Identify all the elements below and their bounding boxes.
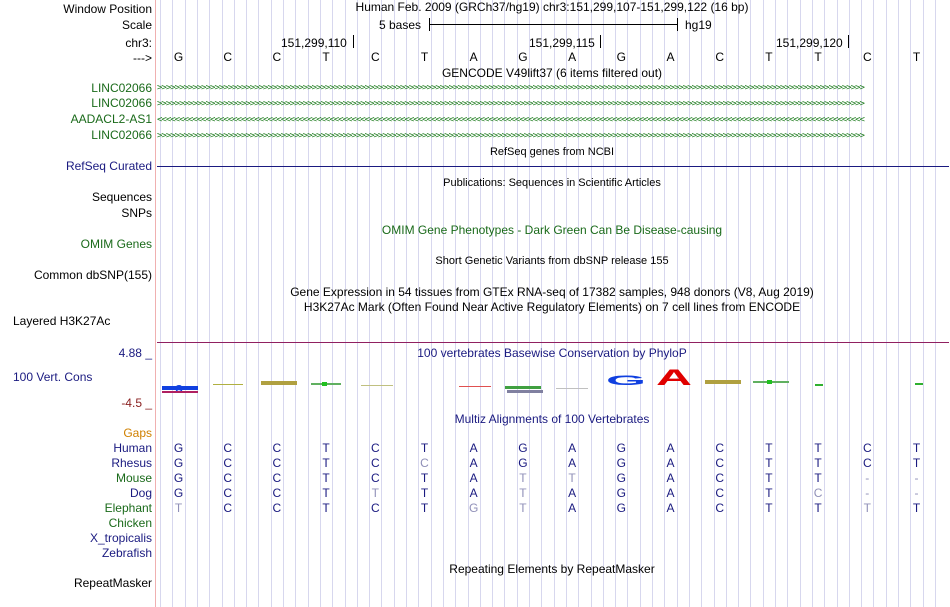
gaps-label: Gaps <box>123 426 152 440</box>
alignment-base-letter: A <box>568 501 577 515</box>
logo-bar-4b <box>322 382 327 386</box>
alignment-base-letter: - <box>914 486 919 500</box>
alignment-base-letter: C <box>272 501 282 515</box>
alignment-base-letter: G <box>173 456 184 470</box>
alignment-base-letter: C <box>370 471 380 485</box>
h3k27ac-label[interactable]: Layered H3K27Ac <box>13 314 111 328</box>
alignment-base-letter: G <box>173 486 184 500</box>
logo-bar-6 <box>459 386 491 387</box>
alignment-base-letter: T <box>420 471 429 485</box>
alignment-base-letter: T <box>765 501 773 515</box>
species-label-human[interactable]: Human <box>113 441 152 455</box>
alignment-base-letter: C <box>223 471 233 485</box>
logo-bar-3 <box>261 381 297 385</box>
alignment-base-letter: C <box>272 441 282 455</box>
alignment-base-letter: T <box>765 456 773 470</box>
ruler-position-2: 151,299,115 <box>529 36 595 50</box>
alignment-base-letter: T <box>322 501 330 515</box>
alignment-base-letter: G <box>616 486 626 500</box>
scale-text: 5 bases <box>379 18 422 32</box>
species-label-dog[interactable]: Dog <box>129 486 152 500</box>
alignment-base-letter: C <box>715 501 725 515</box>
species-label-x_tropicalis[interactable]: X_tropicalis <box>89 531 152 545</box>
alignment-base-letter: - <box>865 471 870 485</box>
phylop-title: 100 vertebrates Basewise Conservation by PhyloP <box>417 346 687 360</box>
alignment-base-letter: C <box>715 441 725 455</box>
alignment-base-letter: C <box>862 456 872 470</box>
refseq-title: RefSeq genes from NCBI <box>489 146 615 158</box>
alignment-base-letter: C <box>420 456 429 470</box>
logo-bar-7 <box>505 386 541 389</box>
alignment-base-letter: T <box>519 486 527 500</box>
alignment-base-letter: - <box>914 471 919 485</box>
alignment-base-letter: T <box>912 441 921 455</box>
sequences-label[interactable]: Sequences <box>91 190 152 204</box>
species-label-chicken[interactable]: Chicken <box>108 516 152 530</box>
gene-track-3[interactable]: <<<<<<<<<<<<<<<<<<<<<<<<<<<<<<<<<<<<<<<<<<<<<<<<<<<<<<<<<<<<<<<<<<<<<<<<<<<<<<<<<<<<<<<<<<<<<<<<<<<<<<<<<<<<<<<<<<<<<<<<<<<<<<<<<<<<<<<<<<<<<<<<<<<<<<<<<<<<<<<< <box>157 116 864 124</box>
reference-base-letter: C <box>272 50 282 64</box>
label-separator <box>155 0 156 607</box>
alignment-base-letter: C <box>715 471 725 485</box>
repeatmasker-title: Repeating Elements by RepeatMasker <box>449 562 655 576</box>
species-label-rhesus[interactable]: Rhesus <box>111 456 152 470</box>
alignment-base-letter: A <box>469 441 478 455</box>
scale-bar-left-tick <box>429 18 430 31</box>
reference-base-letter: A <box>666 50 675 64</box>
strand-arrow-label: ---> <box>133 51 152 65</box>
alignment-base-letter: C <box>715 456 725 470</box>
logo-bar-15 <box>915 383 923 385</box>
ruler-position-3: 151,299,120 <box>776 36 843 50</box>
refseq-gene-line[interactable] <box>157 166 949 167</box>
gene-label-1[interactable]: LINC02066 <box>91 81 152 95</box>
alignment-base-letter: T <box>814 441 822 455</box>
gene-track-4[interactable]: >>>>>>>>>>>>>>>>>>>>>>>>>>>>>>>>>>>>>>>>>>>>>>>>>>>>>>>>>>>>>>>>>>>>>>>>>>>>>>>>>>>>>>>>>>>>>>>>>>>>>>>>>>>>>>>>>>>>>>>>>>>>>>>>>>>>>>>>>>>>>>>>>>>>>>>>>>>>>>>> <box>157 132 864 140</box>
alignment-base-letter: T <box>420 441 429 455</box>
alignment-base-letter: A <box>568 441 577 455</box>
alignment-base-letter: G <box>518 441 528 455</box>
phylop-max-label: 4.88 _ <box>118 346 152 360</box>
alignment-base-letter: C <box>272 456 282 470</box>
ruler-position-1: 151,299,110 <box>281 36 347 50</box>
alignment-base-letter: T <box>322 441 330 455</box>
reference-base-letter: T <box>420 50 429 64</box>
dbsnp-label[interactable]: Common dbSNP(155) <box>33 268 152 282</box>
alignment-base-letter: C <box>272 471 282 485</box>
logo-bar-2 <box>213 384 243 385</box>
alignment-base-letter: C <box>370 456 380 470</box>
species-label-elephant[interactable]: Elephant <box>104 501 152 515</box>
repeatmasker-label[interactable]: RepeatMasker <box>73 576 152 590</box>
alignment-base-letter: A <box>666 441 675 455</box>
alignment-base-letter: T <box>765 441 773 455</box>
omim-title: OMIM Gene Phenotypes - Dark Green Can Be Disease-causing <box>381 223 723 237</box>
logo-bar-8 <box>556 388 588 389</box>
gene-label-3[interactable]: AADACL2-AS1 <box>70 112 152 126</box>
gene-track-2[interactable]: >>>>>>>>>>>>>>>>>>>>>>>>>>>>>>>>>>>>>>>>>>>>>>>>>>>>>>>>>>>>>>>>>>>>>>>>>>>>>>>>>>>>>>>>>>>>>>>>>>>>>>>>>>>>>>>>>>>>>>>>>>>>>>>>>>>>>>>>>>>>>>>>>>>>>>>>>>>>>>>> <box>157 100 864 108</box>
alignment-base-letter: G <box>616 501 626 515</box>
snps-label[interactable]: SNPs <box>121 206 152 220</box>
scale-db: hg19 <box>685 18 712 32</box>
alignment-base-letter: T <box>371 486 379 500</box>
alignment-base-letter: G <box>616 441 626 455</box>
alignment-base-letter: T <box>765 486 773 500</box>
alignment-base-letter: A <box>666 456 675 470</box>
assembly-position-text: Human Feb. 2009 (GRCh37/hg19) chr3:151,299,107-151,299,122 (16 bp) <box>355 0 749 14</box>
alignment-base-letter: C <box>223 456 233 470</box>
phylop-top-line <box>157 342 949 343</box>
phylop-logo <box>155 364 950 396</box>
scale-label: Scale <box>121 18 152 32</box>
logo-bar-1b <box>162 391 198 393</box>
chrom-label: chr3: <box>125 36 152 50</box>
phylop-label[interactable]: 100 Vert. Cons <box>13 370 93 384</box>
alignment-base-letter: T <box>519 471 527 485</box>
reference-base-letter: G <box>616 50 626 64</box>
alignment-base-letter: C <box>862 441 872 455</box>
reference-base-letter: C <box>715 50 725 64</box>
logo-bar-13 <box>815 384 823 386</box>
alignment-base-letter: T <box>863 501 871 515</box>
scale-bar <box>429 24 677 25</box>
reference-base-letter: C <box>862 50 872 64</box>
gene-label-2[interactable]: LINC02066 <box>91 96 152 110</box>
alignment-base-letter: T <box>912 501 921 515</box>
alignment-base-letter: T <box>568 471 576 485</box>
reference-base-letter: A <box>568 50 577 64</box>
reference-base-letter: T <box>912 50 921 64</box>
reference-base-letter: G <box>173 50 184 64</box>
publications-title: Publications: Sequences in Scientific Articles <box>443 177 661 189</box>
alignment-base-letter: A <box>568 486 577 500</box>
alignment-base-letter: C <box>272 486 282 500</box>
alignment-base-letter: C <box>223 441 233 455</box>
alignment-base-letter: T <box>912 456 921 470</box>
alignment-base-letter: A <box>469 456 478 470</box>
gencode-title: GENCODE V49lift37 (6 items filtered out) <box>441 66 663 80</box>
logo-bar-11 <box>705 380 741 384</box>
gene-label-4[interactable]: LINC02066 <box>91 128 152 142</box>
logo-letter-g: G <box>606 372 647 388</box>
logo-letter-a: A <box>656 365 693 390</box>
alignment-base-letter: T <box>420 501 429 515</box>
alignment-base-letter: G <box>469 501 479 515</box>
multiz-title: Multiz Alignments of 100 Vertebrates <box>454 412 650 426</box>
alignment-base-letter: C <box>370 441 380 455</box>
alignment-base-letter: T <box>519 501 527 515</box>
alignment-base-letter: T <box>420 486 429 500</box>
alignment-base-letter: T <box>322 486 330 500</box>
ruler-tick-2 <box>600 35 601 48</box>
alignment-base-letter: A <box>568 456 577 470</box>
scale-bar-right-tick <box>677 18 678 31</box>
reference-base-letter: T <box>322 50 330 64</box>
alignment-base-letter: G <box>173 441 184 455</box>
window-position-label: Window Position <box>63 2 152 16</box>
gtex-title: Gene Expression in 54 tissues from GTEx RNA-seq of 17382 samples, 948 donors (V8, Aug 2019) <box>290 285 814 299</box>
alignment-base-letter: C <box>370 501 380 515</box>
alignment-base-letter: C <box>223 486 233 500</box>
reference-base-letter: C <box>370 50 380 64</box>
omim-label[interactable]: OMIM Genes <box>80 237 152 251</box>
alignment-base-letter: T <box>322 456 330 470</box>
alignment-base-letter: G <box>616 471 626 485</box>
reference-base-letter: A <box>469 50 478 64</box>
alignment-base-letter: T <box>814 471 822 485</box>
logo-bar-12b <box>767 380 772 384</box>
alignment-base-letter: T <box>765 471 773 485</box>
alignment-base-letter: C <box>715 486 725 500</box>
alignment-base-letter: A <box>666 486 675 500</box>
alignment-base-letter: T <box>814 456 822 470</box>
alignment-base-letter: T <box>814 501 822 515</box>
logo-bar-1 <box>162 386 198 390</box>
ruler-tick-3 <box>848 35 849 48</box>
alignment-base-letter: A <box>666 501 675 515</box>
alignment-base-letter: T <box>322 471 330 485</box>
alignment-base-letter: C <box>223 501 233 515</box>
dbsnp-title: Short Genetic Variants from dbSNP release 155 <box>435 255 669 267</box>
reference-base-letter: T <box>814 50 822 64</box>
alignment-base-letter: A <box>469 471 478 485</box>
logo-bar-7b <box>507 390 543 393</box>
species-label-zebrafish[interactable]: Zebrafish <box>101 546 152 560</box>
alignment-base-letter: A <box>666 471 675 485</box>
alignment-base-letter: G <box>616 456 626 470</box>
gene-track-1[interactable]: >>>>>>>>>>>>>>>>>>>>>>>>>>>>>>>>>>>>>>>>>>>>>>>>>>>>>>>>>>>>>>>>>>>>>>>>>>>>>>>>>>>>>>>>>>>>>>>>>>>>>>>>>>>>>>>>>>>>>>>>>>>>>>>>>>>>>>>>>>>>>>>>>>>>>>>>>>>>>>>> <box>157 84 864 92</box>
alignment-base-letter: T <box>174 501 183 515</box>
phylop-min-label: -4.5 _ <box>121 396 152 410</box>
logo-bar-5 <box>361 385 393 386</box>
species-label-mouse[interactable]: Mouse <box>115 471 152 485</box>
alignment-base-letter: A <box>469 486 478 500</box>
alignment-base-letter: C <box>813 486 823 500</box>
refseq-label[interactable]: RefSeq Curated <box>65 159 152 173</box>
alignment-base-letter: - <box>865 486 870 500</box>
reference-base-letter: G <box>518 50 528 64</box>
alignment-base-letter: G <box>518 456 528 470</box>
alignment-base-letter: G <box>173 471 184 485</box>
reference-base-letter: T <box>765 50 773 64</box>
reference-base-letter: C <box>223 50 233 64</box>
h3k27ac-title: H3K27Ac Mark (Often Found Near Active Regulatory Elements) on 7 cell lines from ENCODE <box>303 300 801 314</box>
ruler-tick-1 <box>353 35 354 48</box>
